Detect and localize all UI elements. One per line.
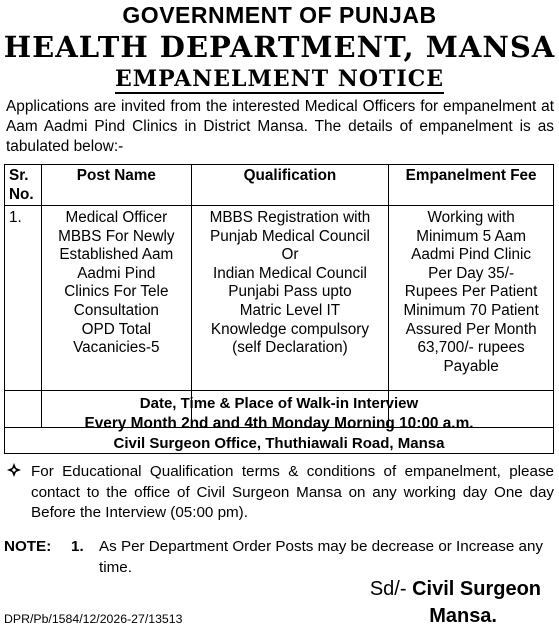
col-header-post-name: Post Name xyxy=(41,165,191,206)
fee-line: Aadmi Pind Clinic xyxy=(411,246,532,264)
government-heading: GOVERNMENT OF PUNJAB xyxy=(122,2,437,28)
note-text: As Per Department Order Posts may be decrease or Increase any time. xyxy=(99,538,544,576)
walkin-interview-box xyxy=(4,390,554,454)
fee-line: Per Day 35/- xyxy=(428,264,515,282)
post-line: Consultation xyxy=(73,301,159,319)
signature-line xyxy=(370,578,541,601)
fee-line: Minimum 5 Aam xyxy=(416,227,526,245)
fee-line: 63,700/- rupees xyxy=(417,339,525,357)
note-section xyxy=(4,537,554,578)
qualification-line: Or xyxy=(281,246,299,264)
intro-paragraph: Applications are invited from the interested Medical Officers for empanelment at Aam Aadmi Pind Clinics in District Mansa. The details of empanelment is as tabulated below:- xyxy=(6,98,554,155)
col-header-qualification: Qualification xyxy=(191,165,389,206)
post-line: Aadmi Pind xyxy=(77,264,156,282)
signature-place: Mansa. xyxy=(429,605,497,627)
post-line: MBBS For Newly xyxy=(58,227,175,245)
notice-title xyxy=(0,66,559,92)
post-line: Clinics For Tele xyxy=(64,283,169,301)
fee-line: Working with xyxy=(427,209,515,226)
signature-title: Civil Surgeon xyxy=(412,578,541,600)
qualification-line: Matric Level IT xyxy=(239,301,341,319)
qualification-line: Knowledge compulsory xyxy=(210,320,370,338)
fee-line: Payable xyxy=(443,357,499,375)
qualification-line: Punjab Medical Council xyxy=(210,227,370,245)
walkin-schedule: Every Month 2nd and 4th Monday Morning 10:00 a.m. xyxy=(84,415,474,432)
post-line: OPD Total xyxy=(81,320,152,338)
post-line: Vacanicies-5 xyxy=(73,339,160,357)
post-line: Established Aam xyxy=(59,246,174,264)
fee-line: Assured Per Month xyxy=(405,320,537,338)
qualification-info-bullet xyxy=(6,462,554,524)
col-header-fee: Empanelment Fee xyxy=(389,165,554,206)
qualification-line: Punjabi Pass upto xyxy=(228,283,352,301)
walkin-venue: Civil Surgeon Office, Thuthiawali Road, Mansa xyxy=(113,435,445,452)
walkin-title: Date, Time & Place of Walk-in Interview xyxy=(139,395,419,412)
bullet-text: For Educational Qualification terms & conditions of empanelment, please contact to the office of Civil Surgeon Mansa on any working day One day Before the Interview (05:00 pm). xyxy=(31,463,554,521)
department-heading: HEALTH DEPARTMENT, MANSA xyxy=(3,30,556,64)
cell-sr: 1. xyxy=(5,206,42,428)
qualification-line: Indian Medical Council xyxy=(213,264,367,282)
reference-number: DPR/Pb/1584/12/2026-27/13513 xyxy=(4,612,183,626)
notice-title-text: EMPANELMENT NOTICE xyxy=(115,66,444,92)
fee-line: Minimum 70 Patient xyxy=(403,301,539,319)
qualification-line: MBBS Registration with xyxy=(209,209,371,226)
post-line: Medical Officer xyxy=(65,209,168,226)
fee-line: Rupees Per Patient xyxy=(404,283,538,301)
signature-prefix: Sd/- xyxy=(369,578,407,600)
note-label: NOTE: xyxy=(4,538,52,555)
note-number: 1. xyxy=(71,538,84,555)
qualification-line: (self Declaration) xyxy=(232,339,348,357)
diamond-bullet-icon xyxy=(6,462,22,485)
table-header-row xyxy=(5,165,554,206)
empanelment-table xyxy=(4,164,554,428)
col-header-sr-no: Sr. No. xyxy=(5,165,42,206)
